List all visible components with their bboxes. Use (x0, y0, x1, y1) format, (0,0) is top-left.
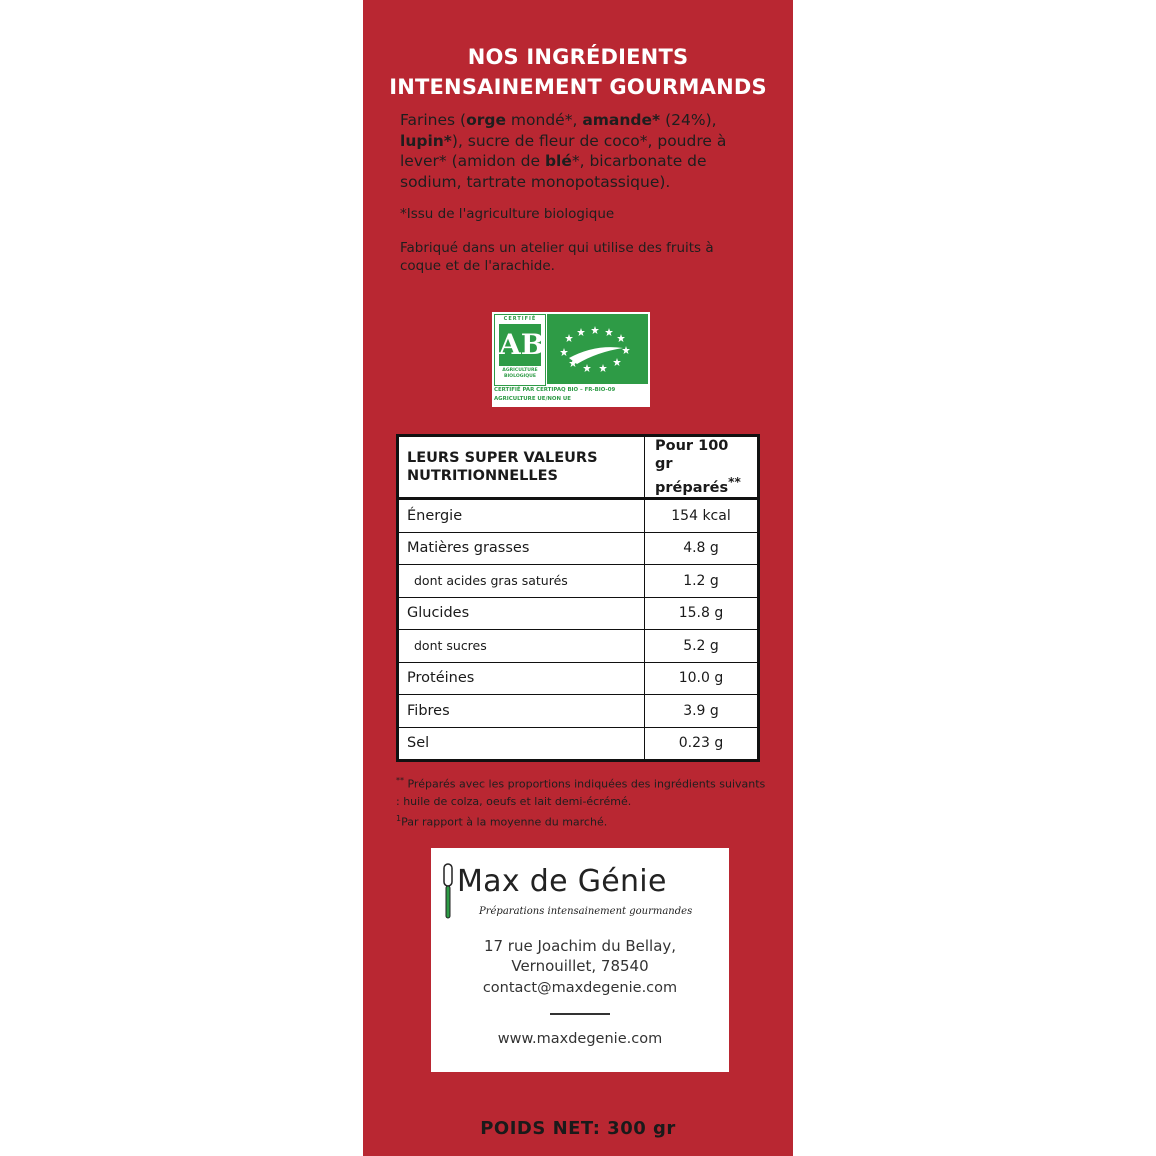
nutrition-table (396, 434, 760, 762)
allergen-lupin: lupin* (400, 131, 452, 150)
nutrient-value: 5.2 g (645, 630, 759, 663)
title-line-2: INTENSAINEMENT GOURMANDS (389, 75, 767, 99)
brand-name: Max de Génie (457, 864, 667, 899)
spatula-icon (441, 862, 455, 922)
nutrient-value: 154 kcal (645, 499, 759, 533)
nutrient-value: 3.9 g (645, 695, 759, 728)
eu-organic-leaf-icon (547, 314, 648, 384)
table-row (398, 727, 759, 761)
card-divider (550, 1013, 610, 1015)
ingredients-text-1: Farines ( (400, 111, 467, 129)
certification-caption-line-2: AGRICULTURE UE/NON UE (494, 396, 571, 402)
ingredients-text-4: ), sucre de fleur de coco*, poudre à lever* (amidon de (400, 131, 727, 170)
table-row (398, 630, 759, 663)
nutrient-label: Sel (398, 727, 645, 761)
brand-address (431, 936, 729, 976)
nutrient-value: 0.23 g (645, 727, 759, 761)
ingredients-text-5: *, bicarbonate de sodium, tartrate monopotassique). (400, 152, 707, 191)
contact-email: contact@maxdegenie.com (482, 980, 678, 996)
table-row (398, 565, 759, 598)
table-row (398, 695, 759, 728)
address-line-2: Vernouillet, 78540 (511, 957, 649, 975)
footnote-mark-2: 1 (396, 813, 402, 823)
allergen-amande: amande* (582, 111, 661, 129)
certification-caption-line-1: CERTIFIÉ PAR CERTIPAQ BIO – FR-BIO-09 (494, 387, 616, 393)
ingredients-text-2: mondé*, (506, 111, 583, 129)
ingredients-title (363, 42, 793, 102)
table-row (398, 499, 759, 533)
organic-certification-logo (492, 312, 650, 407)
ab-logo (494, 314, 546, 386)
table-row (398, 597, 759, 630)
product-label-panel (363, 0, 793, 1156)
nutrient-label: Protéines (398, 662, 645, 695)
footnote-text-2: Par rapport à la moyenne du marché. (401, 815, 608, 829)
nutrient-label: Énergie (398, 499, 645, 533)
nutrient-sublabel: dont acides gras saturés (398, 565, 645, 598)
brand-contact-card (431, 848, 729, 1072)
nutrition-header-value-text: Pour 100 gr préparés (655, 438, 729, 496)
nutrient-label: Fibres (398, 695, 645, 728)
footnote-prepared (396, 772, 766, 810)
nutrient-value: 4.8 g (645, 532, 759, 565)
nutrient-value: 1.2 g (645, 565, 759, 598)
title-line-1: NOS INGRÉDIENTS (467, 45, 689, 69)
footnote-text-1: Préparés avec les proportions indiquées des ingrédients suivants : huile de colza, oeufs et lait demi-écrémé. (396, 777, 766, 808)
net-weight: POIDS NET: 300 gr (480, 1118, 676, 1139)
nutrient-value: 15.8 g (645, 597, 759, 630)
organic-note: *Issu de l'agriculture biologique (400, 206, 615, 222)
footnotes (396, 772, 766, 830)
table-row (398, 532, 759, 565)
allergen-warning: Fabriqué dans un atelier qui utilise des fruits à coque et de l'arachide. (400, 240, 714, 274)
nutrition-table-header (398, 436, 759, 499)
ab-mark: AB (499, 324, 541, 366)
nutrition-header-value-mark: ** (728, 475, 741, 490)
address-line-1: 17 rue Joachim du Bellay, (483, 937, 677, 955)
nutrient-label: Glucides (398, 597, 645, 630)
nutrient-sublabel: dont sucres (398, 630, 645, 663)
table-row (398, 662, 759, 695)
footnote-market (396, 810, 766, 831)
nutrient-value: 10.0 g (645, 662, 759, 695)
ingredients-text-3: (24%), (660, 111, 717, 129)
nutrition-header-value (645, 436, 759, 499)
brand-tagline: Préparations intensainement gourmandes (479, 906, 693, 917)
allergen-orge: orge (466, 111, 506, 129)
ab-certifie-text: CERTIFIÉ (503, 316, 537, 322)
nutrient-label: Matières grasses (398, 532, 645, 565)
nutrition-header-label: LEURS SUPER VALEURS NUTRITIONNELLES (398, 436, 645, 499)
website-url: www.maxdegenie.com (497, 1031, 663, 1047)
allergen-ble: blé (544, 152, 572, 170)
certification-caption (494, 386, 648, 404)
ab-agriculture-text: AGRICULTURE BIOLOGIQUE (502, 368, 538, 379)
footnote-mark-1: ** (396, 776, 404, 785)
ingredients-list (400, 110, 760, 192)
